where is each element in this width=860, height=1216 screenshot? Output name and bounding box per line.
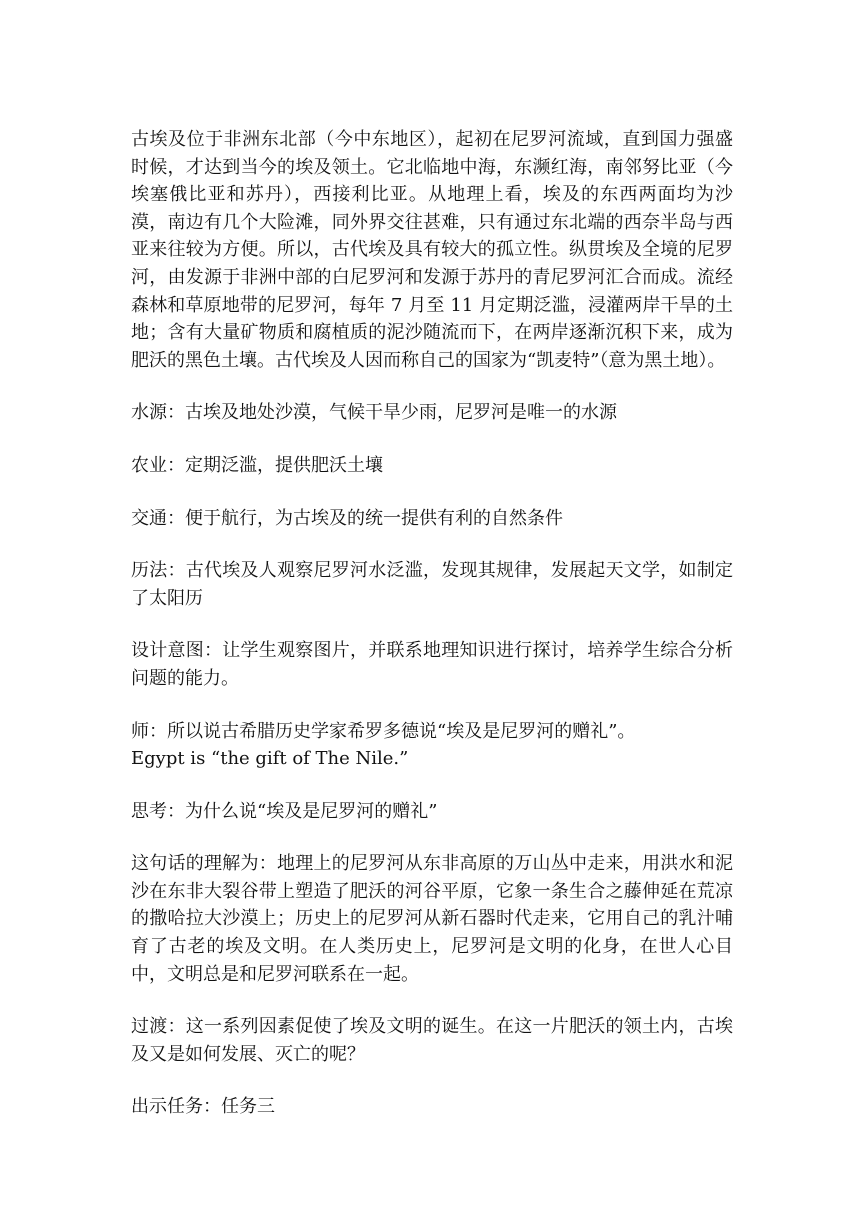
paragraph-thinking-question: 思考：为什么说“埃及是尼罗河的赠礼” — [131, 800, 438, 822]
paragraph-task: 出示任务：任务三 — [131, 1096, 275, 1118]
document-body — [131, 126, 733, 1146]
paragraph-teacher-quote: 师：所以说古希腊历史学家希罗多德说“埃及是尼罗河的赠礼”。 Egypt is “the gift of The Nile.” — [131, 720, 636, 770]
paragraph-water-source: 水源：古埃及地处沙漠，气候干旱少雨，尼罗河是唯一的水源 — [131, 402, 617, 424]
paragraph-egypt-geography: 古埃及位于非洲东北部（今中东地区），起初在尼罗河流域，直到国力强盛时候，才达到当今的埃及领土。它北临地中海，东濒红海，南邻努比亚（今埃塞俄比亚和苏丹），西接利比亚。从地理上看，埃及的东西两面均为沙漠，南边有几个大险滩，同外界交往甚难，只有通过东北端的西奈半岛与西亚来往较为方便。所以，古代埃及具有较大的孤立性。纵贯埃及全境的尼罗河，由发源于非洲中部的白尼罗河和发源于苏丹的青尼罗河汇合而成。流经森林和草原地带的尼罗河，每年 7 月至 11 月定期泛滥，浸灌两岸干旱的土地；含有大量矿物质和腐植质的泥沙随流而下，在两岸逐渐沉积下来，成为肥沃的黑色土壤。古代埃及人因而称自己的国家为“凯麦特”（意为黑土地）。 — [131, 129, 733, 371]
paragraph-agriculture: 农业：定期泛滥，提供肥沃土壤 — [131, 454, 383, 476]
paragraph-transportation: 交通：便于航行，为古埃及的统一提供有利的自然条件 — [131, 507, 563, 529]
paragraph-calendar: 历法：古代埃及人观察尼罗河水泛滥，发现其规律，发展起天文学，如制定了太阳历 — [131, 560, 733, 609]
paragraph-transition: 过渡：这一系列因素促使了埃及文明的诞生。在这一片肥沃的领土内，古埃及又是如何发展、灭亡的呢？ — [131, 1016, 733, 1065]
paragraph-interpretation: 这句话的理解为：地理上的尼罗河从东非高原的万山丛中走来，用洪水和泥沙在东非大裂谷带上塑造了肥沃的河谷平原，它象一条生合之藤伸延在荒凉的撒哈拉大沙漠上；历史上的尼罗河从新石器时代走来，它用自己的乳汁哺育了古老的埃及文明。在人类历史上，尼罗河是文明的化身，在世人心目中，文明总是和尼罗河联系在一起。 — [131, 853, 733, 985]
paragraph-design-intent: 设计意图：让学生观察图片，并联系地理知识进行探讨，培养学生综合分析问题的能力。 — [131, 640, 733, 689]
